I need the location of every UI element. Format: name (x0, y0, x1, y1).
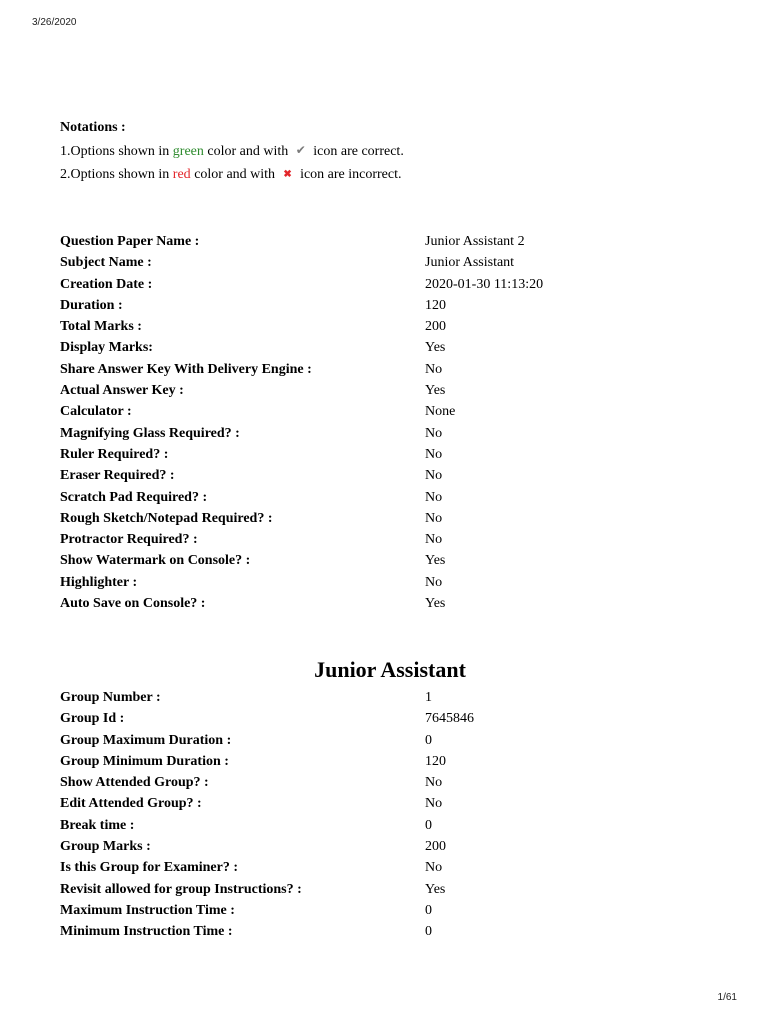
section-title: Junior Assistant (314, 657, 466, 682)
info-value: 0 (425, 732, 432, 748)
info-value: No (425, 361, 443, 377)
info-row (60, 380, 720, 401)
notations-block (60, 116, 404, 186)
info-label: Break time : (60, 817, 135, 833)
info-label: Show Attended Group? : (60, 775, 209, 791)
info-value: None (425, 404, 456, 420)
info-label: Scratch Pad Required? : (60, 489, 208, 505)
info-value: 0 (425, 902, 432, 918)
info-label: Group Marks : (60, 839, 151, 855)
info-value: No (425, 775, 443, 791)
info-value: 7645846 (425, 711, 474, 727)
info-label: Group Id : (60, 711, 125, 727)
info-row (60, 687, 720, 708)
info-value: Yes (425, 596, 446, 612)
info-label: Share Answer Key With Delivery Engine : (60, 361, 312, 377)
red-word: red (172, 167, 191, 182)
info-label: Magnifying Glass Required? : (60, 425, 240, 441)
info-label: Edit Attended Group? : (60, 796, 202, 812)
info-label: Is this Group for Examiner? : (60, 860, 238, 876)
info-value: No (425, 446, 443, 462)
info-label: Group Number : (60, 690, 161, 705)
info-value: No (425, 796, 443, 812)
info-row (60, 572, 720, 593)
info-row (60, 529, 720, 550)
info-label: Question Paper Name : (60, 234, 200, 249)
info-row (60, 487, 720, 508)
info-row (60, 815, 720, 836)
print-date: 3/26/2020 (32, 17, 77, 28)
info-value: No (425, 468, 443, 484)
info-value: No (425, 532, 443, 548)
info-value: Yes (425, 383, 446, 399)
info-label: Display Marks: (60, 340, 153, 356)
info-row (60, 231, 720, 252)
paper-info-list (60, 231, 720, 614)
page-number: 1/61 (717, 992, 737, 1003)
info-label: Duration : (60, 297, 123, 313)
info-row (60, 550, 720, 571)
info-label: Revisit allowed for group Instructions? : (60, 881, 302, 897)
info-label: Maximum Instruction Time : (60, 902, 235, 918)
info-row (60, 274, 720, 295)
info-value: 120 (425, 297, 446, 313)
info-row (60, 921, 720, 942)
info-label: Actual Answer Key : (60, 383, 184, 399)
info-value: 120 (425, 753, 446, 769)
info-value: 0 (425, 924, 432, 940)
info-label: Creation Date : (60, 276, 153, 292)
info-value: No (425, 574, 443, 590)
info-row (60, 252, 720, 273)
info-label: Rough Sketch/Notepad Required? : (60, 510, 273, 526)
info-value: Yes (425, 553, 446, 569)
info-value: No (425, 425, 443, 441)
check-icon: ✔ (295, 143, 306, 157)
info-row (60, 423, 720, 444)
info-label: Calculator : (60, 404, 132, 420)
info-value: Yes (425, 340, 446, 356)
info-row (60, 337, 720, 358)
info-row (60, 836, 720, 857)
info-row (60, 857, 720, 878)
info-row (60, 730, 720, 751)
info-value: 200 (425, 839, 446, 855)
cross-icon: ✖ (283, 169, 292, 180)
info-row (60, 316, 720, 337)
info-value: 1 (425, 690, 432, 705)
notations-title: Notations : (60, 120, 126, 135)
info-label: Minimum Instruction Time : (60, 924, 233, 940)
info-value: Junior Assistant 2 (425, 234, 525, 249)
info-value: Junior Assistant (425, 255, 515, 271)
info-value: No (425, 510, 443, 526)
info-row (60, 879, 720, 900)
info-row (60, 295, 720, 316)
info-value: No (425, 489, 443, 505)
info-row (60, 708, 720, 729)
info-value: No (425, 860, 443, 876)
info-value: Yes (425, 881, 446, 897)
info-value: 200 (425, 319, 446, 335)
notation-correct: 1.Options shown in green color and with ✔ icon are correct. (60, 139, 404, 163)
info-label: Total Marks : (60, 319, 142, 335)
info-row (60, 401, 720, 422)
info-row (60, 772, 720, 793)
group-info-list (60, 687, 720, 943)
info-label: Show Watermark on Console? : (60, 553, 251, 569)
green-word: green (172, 144, 204, 159)
info-row (60, 465, 720, 486)
info-label: Group Maximum Duration : (60, 732, 232, 748)
info-label: Ruler Required? : (60, 446, 169, 462)
info-row (60, 444, 720, 465)
info-row (60, 751, 720, 772)
info-value: 2020-01-30 11:13:20 (425, 276, 544, 292)
info-label: Subject Name : (60, 255, 152, 271)
info-label: Highlighter : (60, 574, 138, 590)
info-row (60, 508, 720, 529)
info-row (60, 793, 720, 814)
info-row (60, 359, 720, 380)
info-value: 0 (425, 817, 432, 833)
info-label: Protractor Required? : (60, 532, 198, 548)
info-label: Eraser Required? : (60, 468, 175, 484)
info-row (60, 900, 720, 921)
notation-incorrect: 2.Options shown in red color and with ✖ icon are incorrect. (60, 163, 404, 186)
info-label: Group Minimum Duration : (60, 753, 229, 769)
info-row (60, 593, 720, 614)
info-label: Auto Save on Console? : (60, 596, 206, 612)
